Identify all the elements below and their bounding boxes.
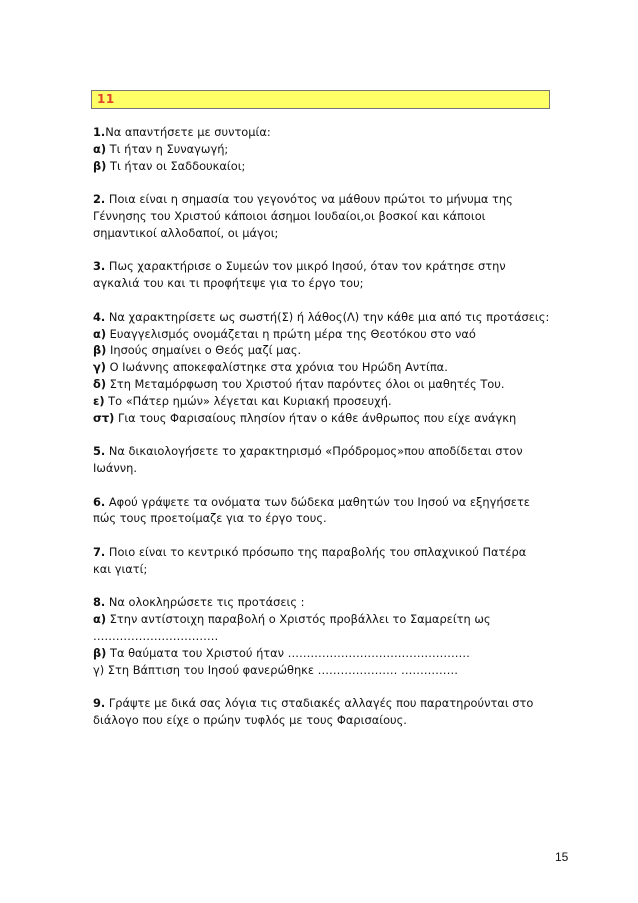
q4e-label: ε) bbox=[93, 393, 105, 408]
worksheet-number: 11 bbox=[97, 92, 115, 106]
q4c-text: Ο Ιωάννης αποκεφαλίστηκε στα χρόνια του Ηρώδη Αντίπα. bbox=[105, 360, 448, 375]
q5-text1: Να δικαιολογήσετε το χαρακτηρισμό «Πρόδρομος»που αποδίδεται στον bbox=[105, 444, 523, 459]
q1b-label: β) bbox=[93, 158, 107, 173]
q7-line2: και γιατί; bbox=[93, 561, 148, 576]
q5-line1 bbox=[93, 443, 583, 460]
q4-text: Να χαρακτηρίσετε ως σωστή(Σ) ή λάθος(Λ) την κάθε μια από τις προτάσεις: bbox=[105, 309, 550, 324]
q4c-line bbox=[93, 359, 583, 376]
q1a-text: Τι ήταν η Συναγωγή; bbox=[106, 141, 229, 156]
q4e-line bbox=[93, 393, 583, 410]
q8b-line bbox=[93, 645, 583, 662]
q6-line1 bbox=[93, 494, 583, 511]
q2-text1: Ποια είναι η σημασία του γεγονότος να μάθουν πρώτοι το μήνυμα της bbox=[105, 192, 513, 207]
q9-number: 9. bbox=[93, 696, 106, 711]
q6-number: 6. bbox=[93, 494, 106, 509]
q8b-label: β) bbox=[93, 645, 107, 660]
q4d-text: Στη Μεταμόρφωση του Χριστού ήταν παρόντες όλοι οι μαθητές Του. bbox=[106, 376, 505, 391]
q8-number: 8. bbox=[93, 595, 106, 610]
q8a-label: α) bbox=[93, 612, 107, 627]
q4-line bbox=[93, 309, 583, 326]
q4a-line bbox=[93, 326, 583, 343]
q4f-text: Για τους Φαρισαίους πλησίον ήταν ο κάθε άνθρωπος που είχε ανάγκη bbox=[114, 410, 517, 425]
q1-text: Να απαντήσετε με συντομία: bbox=[105, 125, 271, 139]
q8c-line: γ) Στη Βάπτιση του Ιησού φανερώθηκε ………………… …………… bbox=[93, 662, 458, 677]
q1b-text: Τι ήταν οι Σαδδουκαίοι; bbox=[106, 158, 246, 173]
q5-line2: Ιωάννη. bbox=[93, 460, 137, 475]
q2-line3: σημαντικοί αλλοδαποί, οι μάγοι; bbox=[93, 225, 279, 240]
q8b-text: Τα θαύματα του Χριστού ήταν ………………………………………… bbox=[106, 645, 470, 660]
q8a-blank: …………………………… bbox=[93, 628, 219, 643]
worksheet-header-box bbox=[91, 90, 550, 109]
q4c-label: γ) bbox=[93, 360, 106, 375]
q5-number: 5. bbox=[93, 444, 106, 459]
q1-line bbox=[93, 124, 583, 141]
q4b-text: Ιησούς σημαίνει ο Θεός μαζί μας. bbox=[106, 343, 302, 358]
q1a-label: α) bbox=[93, 141, 107, 156]
q7-line1 bbox=[93, 544, 583, 561]
q4d-label: δ) bbox=[93, 376, 107, 391]
q9-line1 bbox=[93, 695, 583, 712]
q3-text1: Πως χαρακτήρισε ο Συμεών τον μικρό Ιησού, όταν τον κράτησε στην bbox=[105, 259, 506, 274]
q1b-line bbox=[93, 158, 583, 175]
q2-number: 2. bbox=[93, 192, 106, 207]
q4a-text: Ευαγγελισμός ονομάζεται η πρώτη μέρα της Θεοτόκου στο ναό bbox=[106, 326, 476, 341]
q9-line2: διάλογο που είχε ο πρώην τυφλός με τους Φαρισαίους. bbox=[93, 712, 407, 727]
q8a-text: Στην αντίστοιχη παραβολή ο Χριστός προβάλλει το Σαμαρείτη ως bbox=[106, 612, 491, 627]
q4b-line bbox=[93, 342, 583, 359]
page-number: 15 bbox=[555, 850, 569, 864]
q3-line2: αγκαλιά του και τι προφήτεψε για το έργο του; bbox=[93, 276, 364, 291]
q4f-line bbox=[93, 410, 583, 427]
q8-line bbox=[93, 594, 583, 611]
q8-text: Να ολοκληρώσετε τις προτάσεις : bbox=[105, 595, 305, 610]
q4f-label: στ) bbox=[93, 410, 115, 425]
q4b-label: β) bbox=[93, 343, 107, 358]
q6-line2: πώς τους προετοίμαζε για το έργο τους. bbox=[93, 511, 327, 526]
q2-line1 bbox=[93, 191, 583, 208]
q7-number: 7. bbox=[93, 544, 106, 559]
q7-text1: Ποιο είναι το κεντρικό πρόσωπο της παραβολής του σπλαχνικού Πατέρα bbox=[105, 544, 527, 559]
q3-number: 3. bbox=[93, 259, 106, 274]
q2-line2: Γέννησης του Χριστού κάποιοι άσημοι Ιουδαίοι,οι βοσκοί και κάποιοι bbox=[93, 208, 486, 223]
q4e-text: Το «Πάτερ ημών» λέγεται και Κυριακή προσευχή. bbox=[104, 393, 392, 408]
q4-number: 4. bbox=[93, 309, 106, 324]
questions-block bbox=[93, 124, 583, 729]
q4d-line bbox=[93, 376, 583, 393]
q6-text1: Αφού γράψετε τα ονόματα των δώδεκα μαθητών του Ιησού να εξηγήσετε bbox=[105, 494, 530, 509]
q4a-label: α) bbox=[93, 326, 107, 341]
q3-line1 bbox=[93, 258, 583, 275]
q9-text1: Γράψτε με δικά σας λόγια τις σταδιακές αλλαγές που παρατηρούνται στο bbox=[105, 696, 534, 711]
q1-number: 1. bbox=[93, 125, 106, 139]
q8a-line bbox=[93, 611, 583, 628]
q1a-line bbox=[93, 141, 583, 158]
